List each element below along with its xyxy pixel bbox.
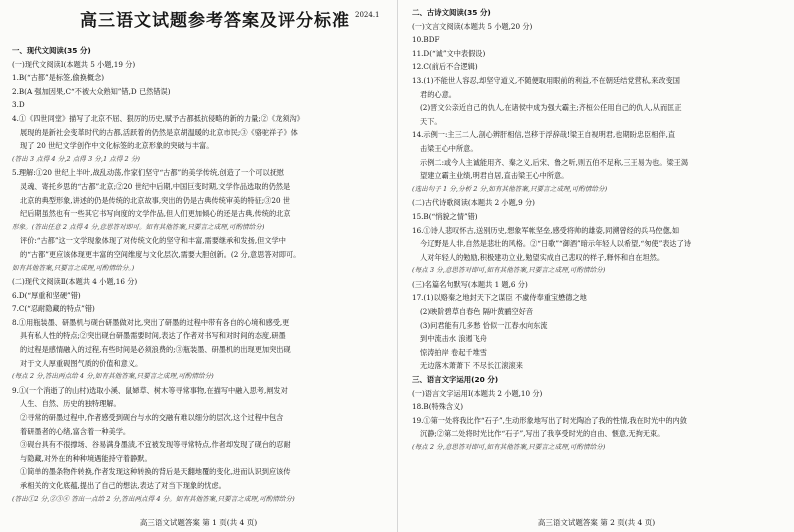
answer-line: 2.B(A 强加因果,C“不被大众熟知”错,D 已然错误) <box>12 86 171 96</box>
answer-line: 的“古都”更应该体现更丰富的空间维度与文化层次,需要大胆创新。(2 分,意思答对即可。 <box>20 249 301 259</box>
answer-line: 评价:“古都”这一文学现象体现了对传统文化的坚守和丰富,需要继承和发扬,但文学中 <box>20 236 286 246</box>
answer-line: 人生、自然、历史的独特理解。 <box>20 399 121 409</box>
answer-line: 12.C(前后不合逻辑) <box>412 62 478 72</box>
answer-line: 15.B(“悄貌之情”错) <box>412 211 478 221</box>
answer-line: 13.(1)不能世人容忍,却坚守道义,不随便取用眼前的利益,不在朝廷结党营私,来改变国 <box>412 75 680 85</box>
section-heading: 一、现代文阅读(35 分) <box>12 46 91 55</box>
section-heading: 三、语言文字运用(20 分) <box>412 375 499 385</box>
answer-line: 3.D <box>12 100 25 110</box>
answer-line: 5.理解:①20 世纪上半叶,战乱动荡,作家们坚守“古都”的美学传统,创造了一个可以抚慰 <box>12 168 285 178</box>
answer-page-2 <box>397 0 794 532</box>
answer-line: 北京的典型形象,讲述的仍是传统的北京故事,突出的仍是古典传统审美的特征;③20 世 <box>20 195 290 205</box>
page-1-footer: 高三语文试题答案 第 1 页(共 4 页) <box>139 518 258 527</box>
answer-line: 击梁王心中所意。 <box>420 143 478 153</box>
answer-line: 与隐藏,对外在的种种境遇能持守着静默。 <box>20 453 152 463</box>
answer-line: 16.①诗人悲叹怀古,送别历史,想象军帐坚垒,感受将帅的雄姿,同溯曾经的兵马倥偬,如 <box>412 225 680 235</box>
answer-line: 9.①(一个消逝了的山村)选取小溪、鼠婦草、树木等寻常事物,在描写中融入思考,闸发对 <box>12 385 288 395</box>
answer-line: 形象。(答出任意 2 点得 4 分,意思答对即可。如有其他答案,只要言之成理,可酌情给分) <box>12 222 265 231</box>
answer-line: (一)现代文阅读Ⅰ(本题共 5 小题,19 分) <box>12 59 136 69</box>
answer-line: ②寻常的研墨过程中,作者感受到砚台与水的交融有难以细分的层次,这个过程中包含 <box>20 413 284 423</box>
answer-line: 如有其他答案,只要言之成理,可酌情给分。) <box>12 263 135 272</box>
answer-line: 18.B(特殊含义) <box>412 402 464 412</box>
page-2-content <box>412 6 787 455</box>
answer-line: 望建立霸主业绩,明君自居,直击梁王心中所意。 <box>420 171 569 181</box>
page-2-footer: 高三语文试题答案 第 2 页(共 4 页) <box>537 518 656 527</box>
answer-line: (一)文言文阅读(本题共 5 小题,20 分) <box>412 21 533 31</box>
answer-line: (2)晋文公亲近自己的仇人,在诸侯中成为强大霸主;齐桓公任用自己的仇人,从而匡正 <box>420 103 682 113</box>
answer-line: 17.(1)以赂秦之地封天下之谋臣 不虞侍奉重宝懋德之地 <box>412 293 587 303</box>
document-title: 高三语文试题参考答案及评分标准 <box>80 11 350 31</box>
answer-line: 人对年轻人的勉励,积极建功立业,勉望实成自己悲叹的样子,释怀和自在坦然。 <box>420 252 665 262</box>
answer-line: (选出句子 1 分,分析 2 分,如有其他答案,只要言之成理,可酌情给分) <box>412 184 608 193</box>
answer-line: 承相关的文化底蕴,提出了自己的想法,表达了对当下现象的忧虑。 <box>20 481 226 490</box>
answer-line: (每点 3 分,意思答对即可,如有其他答案,只要言之成理,可酌情给分) <box>412 266 606 275</box>
answer-line: 今辽野是人非,自然是悲壮的风格。②“日歌”“御酒”暗示年轻人以希望,“匆使”表达了诗 <box>420 239 691 249</box>
answer-line: (每点 2 分,意思答对即可,如有其他答案,只要言之成理,可酌情给分) <box>412 443 606 451</box>
answer-line: 的过程是感情融入的过程,有些时间是必须浪费的;③瓶装墨、研墨机的出现更加突出砚 <box>20 345 291 355</box>
answer-line: 纪后期虽然也有一些其它书写向度的文学作品,但人们更加倾心的还是古典,传统的北京 <box>20 209 291 219</box>
document-date: 2024.1 <box>355 11 380 19</box>
answer-line: 无边落木萧萧下 不尽长江滚滚来 <box>420 361 523 371</box>
answer-line: 灵魂、寄托乡思的“古都”北京;②20 世纪中后期,中国巨变时期,文学作品选取的仍然是 <box>20 181 291 191</box>
answer-line: (二)现代文阅读Ⅱ(本题共 4 小题,16 分) <box>12 277 138 287</box>
answer-line: (三)名篇名句默写(本题共 1 题,6 分) <box>412 279 528 289</box>
answer-line: 着研墨者的心绪,富含着一种美学。 <box>20 426 131 436</box>
answer-line: (一)语言文字运用Ⅰ(本题共 2 小题,10 分) <box>412 388 543 398</box>
answer-line: 4.①《四世同堂》描写了北京不屈、狠厉的历史,赋予古都抵抗侵略的新的力量;②《龙须沟》 <box>12 113 304 123</box>
answer-line: (每点 2 分,答出两点给 4 分,如有其他答案,只要言之成理,可酌情给分) <box>12 372 214 381</box>
answer-line: (2)映阶碧草自春色 隔叶黄鹂空好音 <box>420 307 534 317</box>
answer-line: 具有私人性的特点;②突出砚台研墨需要时间,表达了作者对书写和对时间的态度,研墨 <box>20 331 286 341</box>
answer-line: 6.D(“厚重和坚硬”错) <box>12 290 81 300</box>
answer-line: 沉静;②第二处将时光比作“石子”,写出了我享受时光的自由、惬意,无拘无束。 <box>420 429 665 439</box>
answer-line: 8.①用瓶装墨、研墨机与砚台研墨做对比,突出了研墨的过程中带有各自的心境和感受,更 <box>12 317 290 327</box>
answer-line: 14.示例一:主三二人,剖心辨肝相信,岂移于浮辞哉!梁王自视明君,也期盼忠臣相伴,直 <box>412 130 676 140</box>
answer-line: 君的心意。 <box>420 89 456 99</box>
answer-line: (二)古代诗歌阅读(本题共 2 小题,9 分) <box>412 198 535 208</box>
answer-line: 对于文人厚重砚图气质的价值和意义。 <box>20 358 143 368</box>
answer-line: ③砚台具有不很撑场、谷易满身墨渍,不宜被发现等寻常特点,作者却发现了砚台的忍耐 <box>20 440 291 450</box>
answer-line: 展现的是新社会变革时代的古都,活跃着的仍然是京胡温暖的北京市民;③《骆驼祥子》体 <box>20 127 298 137</box>
answer-line: 11.D(“诚”文中表假设) <box>412 48 486 58</box>
section-heading: 二、古诗文阅读(35 分) <box>412 8 491 17</box>
answer-line: (答出 3 点得 4 分,2 点得 3 分,1 点得 2 分) <box>12 154 140 163</box>
answer-line: 到中流击水 浪遏飞舟 <box>420 334 487 344</box>
page-1-content <box>12 44 389 506</box>
answer-line: 示例二:或今人主诚能用齐、秦之义,后宋、鲁之听,则五伯不足称,三王易为也。梁王渴 <box>420 157 689 167</box>
answer-line: 19.①第一处将我比作“石子”,生动形象地写出了时光陶冶了我的性情,我在时光中的内敛 <box>412 415 687 425</box>
answer-line: 10.BDF <box>412 35 440 45</box>
answer-line: (答出①2 分,②③④ 答出一点给 2 分,答出两点得 4 分。如有其他答案,只要言之成理,可酌情给分) <box>12 494 295 503</box>
answer-line: 1.B(“古都”是标签,偷换概念) <box>12 73 105 83</box>
answer-line: 天下。 <box>420 116 442 126</box>
answer-line: 惊涛拍岸 卷起千堆雪 <box>420 347 487 357</box>
answer-line: 7.C(“忍耐隐藏的特点”错) <box>12 304 95 314</box>
answer-line: 现了 20 世纪文学创作中文化标签的北京形象的突破与丰富。 <box>20 141 214 151</box>
answer-line: ①简单的墨条物件转换,作者发现这种转换的背后是天翻地覆的变化,进而认识到应该传 <box>20 467 291 477</box>
answer-line: (3)问君能有几多愁 恰似一江春水向东流 <box>420 320 548 330</box>
